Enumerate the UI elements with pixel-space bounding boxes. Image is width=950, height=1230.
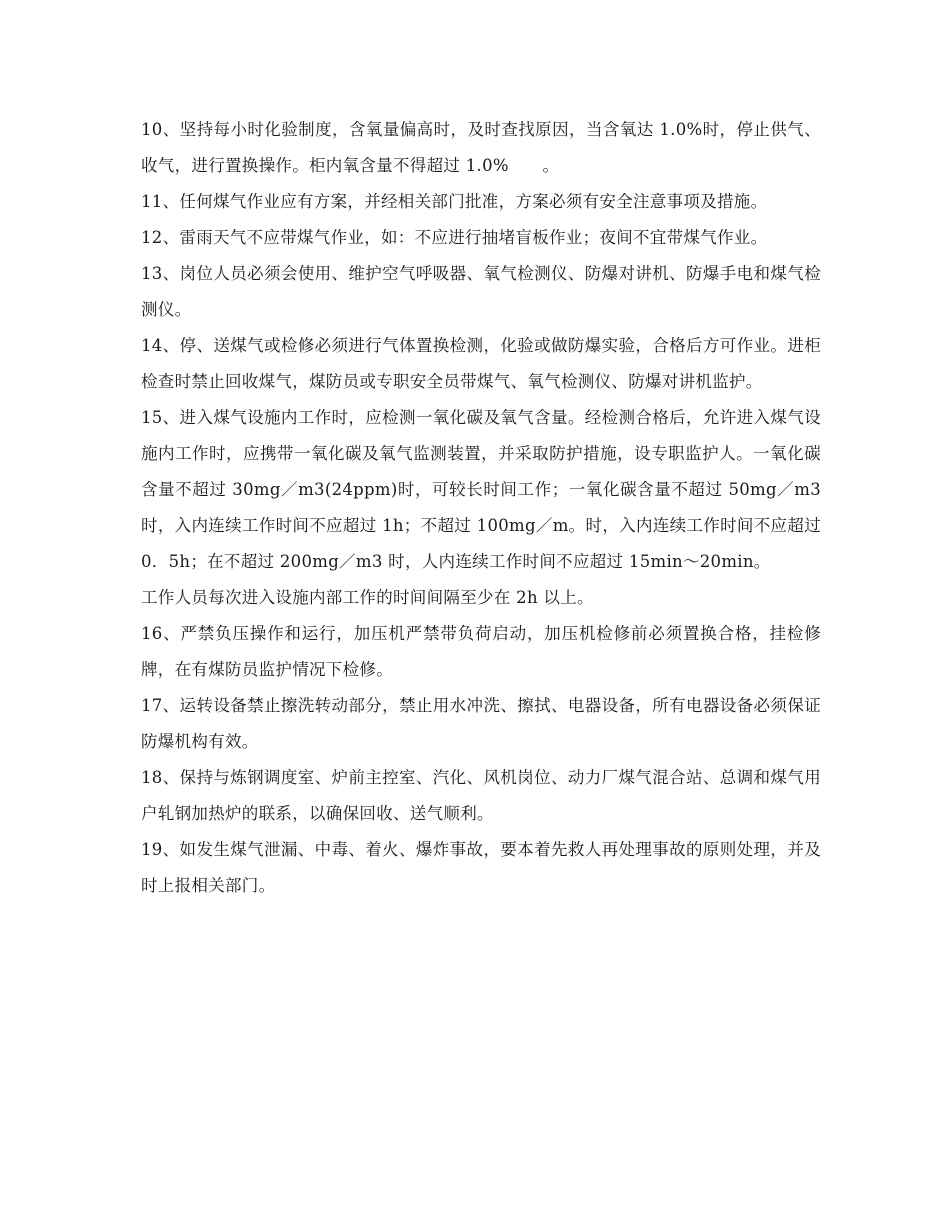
paragraph-item-18: 18、保持与炼钢调度室、炉前主控室、汽化、风机岗位、动力厂煤气混合站、总调和煤气用户轧钢加热炉的联系，以确保回收、送气顺利。 <box>141 768 821 823</box>
paragraph-item-11: 11、任何煤气作业应有方案，并经相关部门批准，方案必须有安全注意事项及措施。 <box>141 192 768 211</box>
paragraph-item-19: 19、如发生煤气泄漏、中毒、着火、爆炸事故，要本着先救人再处理事故的原则处理，并及时上报相关部门。 <box>141 840 821 895</box>
paragraph-note: 工作人员每次进入设施内部工作的时间间隔至少在 2h 以上。 <box>141 588 594 607</box>
document-body <box>141 112 821 904</box>
paragraph-item-16: 16、严禁负压操作和运行，加压机严禁带负荷启动，加压机检修前必须置换合格，挂检修牌，在有煤防员监护情况下检修。 <box>141 624 821 679</box>
paragraph-item-12: 12、雷雨天气不应带煤气作业，如：不应进行抽堵盲板作业；夜间不宜带煤气作业。 <box>141 228 768 247</box>
paragraph-item-17: 17、运转设备禁止擦洗转动部分，禁止用水冲洗、擦拭、电器设备，所有电器设备必须保证防爆机构有效。 <box>141 696 821 751</box>
paragraph-item-13: 13、岗位人员必须会使用、维护空气呼吸器、氧气检测仪、防爆对讲机、防爆手电和煤气检测仪。 <box>141 264 821 319</box>
paragraph-item-10: 10、坚持每小时化验制度，含氧量偏高时，及时查找原因，当含氧达 1.0%时，停止供气、收气，进行置换操作。柜内氧含量不得超过 1.0% 。 <box>141 120 821 175</box>
paragraph-item-15: 15、进入煤气设施内工作时，应检测一氧化碳及氧气含量。经检测合格后，允许进入煤气设施内工作时，应携带一氧化碳及氧气监测装置，并采取防护措施，设专职监护人。一氧化碳含量不超过 30mg／m3(24ppm)时，可较长时间工作；一氧化碳含量不超过 50mg／m3 时，入内连续工作时间不应超过 1h；不超过 100mg／m。时，入内连续工作时间不应超过 0．5h；在不超过 200mg／m3 时，人内连续工作时间不应超过 15min～20min。 <box>141 408 821 571</box>
paragraph-item-14: 14、停、送煤气或检修必须进行气体置换检测，化验或做防爆实验，合格后方可作业。进柜检查时禁止回收煤气，煤防员或专职安全员带煤气、氧气检测仪、防爆对讲机监护。 <box>141 336 821 391</box>
